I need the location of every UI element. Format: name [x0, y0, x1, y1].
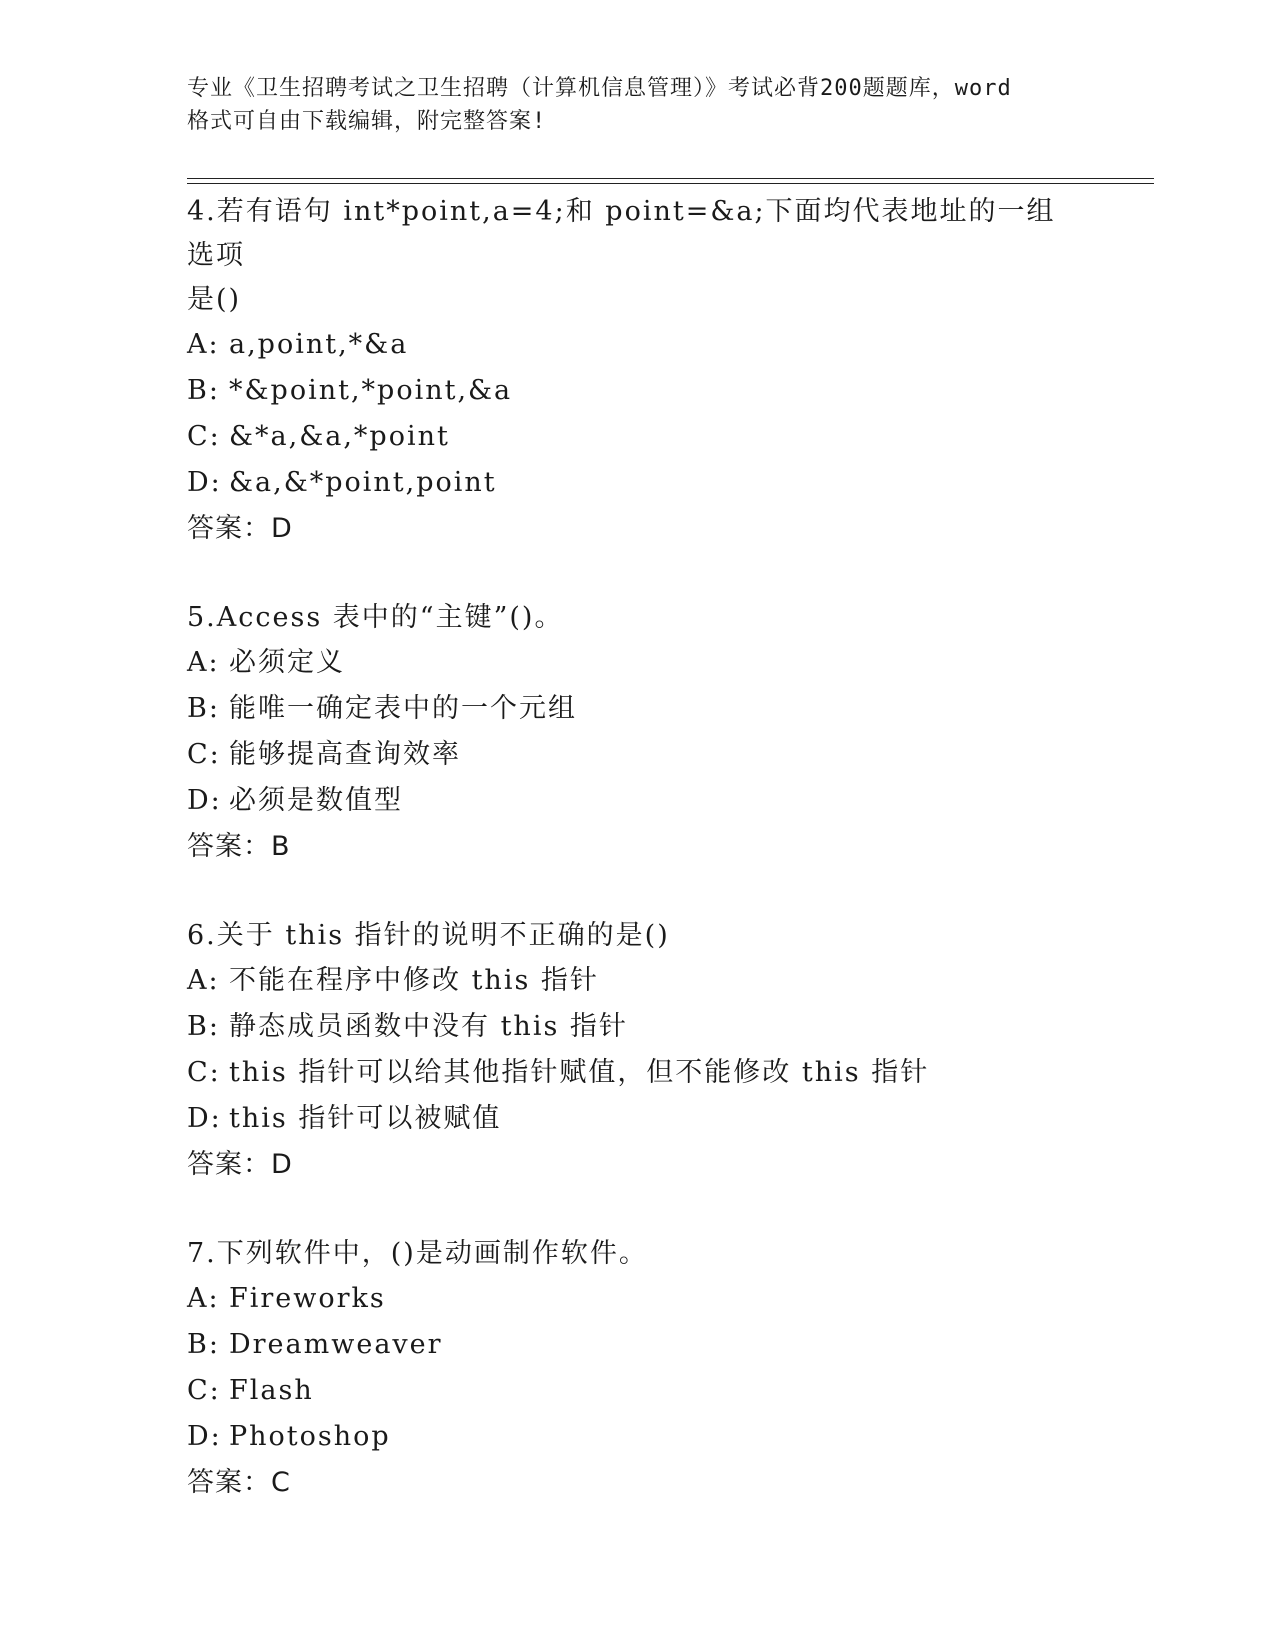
option-c [187, 732, 1067, 778]
question-stem: 6.关于 this 指针的说明不正确的是() [187, 920, 670, 951]
answer: 答案：B [187, 831, 291, 862]
option-c [187, 414, 1067, 460]
option-text: *&point,*point,&a [229, 375, 513, 406]
document-header [187, 72, 1087, 138]
option-key: B: [187, 693, 220, 724]
question-list [187, 190, 1067, 1506]
answer: 答案：D [187, 1149, 293, 1180]
question-stem: 5.Access 表中的“主键”()。 [187, 602, 564, 633]
option-text: 能够提高查询效率 [229, 739, 461, 770]
question-6 [187, 914, 1067, 1188]
option-d [187, 460, 1067, 506]
option-key: C: [187, 421, 221, 452]
option-key: B: [187, 1011, 220, 1042]
option-key: C: [187, 739, 221, 770]
header-divider-top [187, 178, 1154, 179]
header-divider-bottom [187, 183, 1154, 184]
question-spacer [187, 870, 1067, 914]
header-line-2: 格式可自由下载编辑，附完整答案! [187, 109, 547, 134]
question-stem: 7.下列软件中，()是动画制作软件。 [187, 1238, 648, 1269]
option-key: A: [187, 965, 220, 996]
option-a [187, 1276, 1067, 1322]
option-c [187, 1368, 1067, 1414]
option-b [187, 1004, 1067, 1050]
option-text: 静态成员函数中没有 this 指针 [229, 1011, 628, 1042]
option-text: Photoshop [229, 1421, 391, 1452]
question-spacer [187, 552, 1067, 596]
question-4 [187, 190, 1067, 552]
option-text: &*a,&a,*point [229, 421, 450, 452]
option-b [187, 1322, 1067, 1368]
option-d [187, 1414, 1067, 1460]
option-text: 必须定义 [229, 647, 345, 678]
answer: 答案：C [187, 1467, 291, 1498]
header-line-1: 专业《卫生招聘考试之卫生招聘（计算机信息管理）》考试必背200题题库，word [187, 76, 1012, 101]
question-stem-continued: 是() [187, 284, 242, 315]
option-key: C: [187, 1057, 221, 1088]
option-a [187, 322, 1067, 368]
option-c [187, 1050, 1067, 1096]
option-key: A: [187, 647, 220, 678]
option-key: B: [187, 375, 220, 406]
option-a [187, 640, 1067, 686]
question-5 [187, 596, 1067, 870]
option-text: this 指针可以给其他指针赋值，但不能修改 this 指针 [229, 1057, 930, 1088]
option-key: A: [187, 329, 220, 360]
option-key: D: [187, 1103, 222, 1134]
question-spacer [187, 1188, 1067, 1232]
option-key: D: [187, 467, 222, 498]
option-a [187, 958, 1067, 1004]
option-text: a,point,*&a [229, 329, 409, 360]
question-stem: 4.若有语句 int*point,a=4;和 point=&a;下面均代表地址的一组选项 [187, 196, 1056, 271]
option-d [187, 1096, 1067, 1142]
option-text: Fireworks [229, 1283, 386, 1314]
option-text: Dreamweaver [229, 1329, 443, 1360]
option-key: D: [187, 1421, 222, 1452]
option-text: Flash [229, 1375, 314, 1406]
option-key: D: [187, 785, 222, 816]
option-key: C: [187, 1375, 221, 1406]
option-text: 不能在程序中修改 this 指针 [229, 965, 599, 996]
question-7 [187, 1232, 1067, 1506]
option-text: &a,&*point,point [229, 467, 497, 498]
option-key: A: [187, 1283, 220, 1314]
option-text: 能唯一确定表中的一个元组 [229, 693, 577, 724]
option-text: 必须是数值型 [229, 785, 403, 816]
option-text: this 指针可以被赋值 [229, 1103, 502, 1134]
option-b [187, 368, 1067, 414]
option-key: B: [187, 1329, 220, 1360]
option-d [187, 778, 1067, 824]
answer: 答案：D [187, 513, 293, 544]
option-b [187, 686, 1067, 732]
